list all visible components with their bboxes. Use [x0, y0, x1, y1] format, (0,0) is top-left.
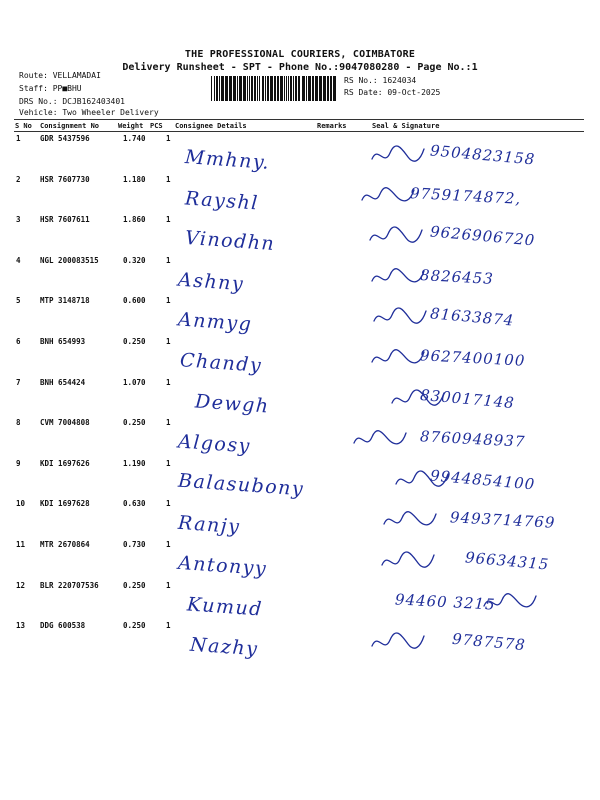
- handwritten-consignee-name: Balasubony: [177, 469, 305, 501]
- signature-scribble: [480, 588, 540, 616]
- weight-value: 0.250: [123, 337, 146, 346]
- handwritten-phone-number: 9493714769: [449, 508, 556, 533]
- consignment-number: DDG 600538: [40, 621, 86, 631]
- handwritten-consignee-name: Anmyg: [177, 308, 254, 336]
- handwritten-phone-number: 9504823158: [429, 141, 537, 169]
- handwritten-phone-number: 81633874: [429, 304, 515, 331]
- serial-number: 8: [16, 418, 21, 428]
- consignment-number: NGL 200083515: [40, 255, 99, 265]
- vehicle-field: Vehicle: Two Wheeler Delivery: [19, 108, 159, 117]
- table-row: [0, 620, 600, 661]
- consignment-number: GDR 5437596: [40, 134, 90, 143]
- consignment-number: CVM 7004808: [40, 418, 90, 428]
- pcs-value: 1: [166, 540, 171, 549]
- signature-scribble: [350, 425, 410, 453]
- staff-field: Staff: PP■BHU: [19, 84, 82, 93]
- consignment-number: MTP 3148718: [40, 296, 90, 306]
- handwritten-consignee-name: Chandy: [179, 349, 263, 377]
- weight-value: 0.730: [123, 540, 146, 549]
- weight-value: 1.180: [123, 174, 146, 184]
- col-header-seal: Seal & Signature: [372, 122, 440, 130]
- weight-value: 0.250: [123, 580, 146, 590]
- serial-number: 2: [16, 174, 21, 184]
- col-header-remarks: Remarks: [317, 122, 347, 130]
- signature-scribble: [366, 222, 426, 250]
- col-header-consignment: Consignment No: [40, 122, 100, 130]
- table-row: [0, 133, 600, 174]
- consignment-number: KDI 1697626: [40, 458, 90, 468]
- signature-scribble: [358, 182, 418, 210]
- serial-number: 4: [16, 255, 21, 265]
- consignment-number: KDI 1697628: [40, 499, 90, 509]
- document-title: THE PROFESSIONAL COURIERS, COIMBATORE: [184, 49, 416, 60]
- serial-number: 5: [16, 296, 21, 306]
- handwritten-phone-number: 9627400100: [419, 346, 526, 370]
- table-row: [0, 174, 600, 215]
- table-row: [0, 498, 600, 539]
- handwritten-consignee-name: Ranjy: [177, 512, 242, 539]
- handwritten-phone-number: 830017148: [419, 385, 516, 412]
- signature-scribble: [368, 141, 428, 169]
- serial-number: 10: [16, 499, 26, 509]
- weight-value: 0.250: [123, 621, 146, 631]
- serial-number: 11: [16, 540, 26, 549]
- pcs-value: 1: [166, 255, 171, 265]
- table-row: [0, 377, 600, 418]
- handwritten-consignee-name: Kumud: [186, 592, 264, 621]
- handwritten-consignee-name: Mmhny.: [184, 146, 271, 174]
- handwritten-consignee-name: Rayshl: [184, 187, 260, 215]
- drs-field: DRS No.: DCJB162403401: [19, 97, 125, 106]
- serial-number: 6: [16, 337, 21, 346]
- signature-scribble: [368, 344, 428, 372]
- weight-value: 1.190: [123, 458, 146, 468]
- pcs-value: 1: [166, 296, 171, 306]
- pcs-value: 1: [166, 499, 171, 509]
- weight-value: 0.250: [123, 418, 146, 428]
- route-field: Route: VELLAMADAI: [19, 71, 101, 80]
- serial-number: 12: [16, 580, 26, 590]
- signature-scribble: [392, 466, 452, 494]
- table-row: [0, 458, 600, 499]
- signature-scribble: [368, 628, 428, 656]
- handwritten-phone-number: 9944854100: [429, 466, 537, 494]
- handwritten-consignee-name: Ashny: [177, 268, 245, 296]
- weight-value: 1.860: [123, 215, 146, 225]
- handwritten-phone-number: 9759174872,: [409, 183, 522, 208]
- consignment-number: BNH 654424: [40, 377, 86, 387]
- handwritten-consignee-name: Algosy: [177, 430, 252, 458]
- col-header-weight: Weight: [118, 122, 144, 130]
- handwritten-phone-number: 8826453: [419, 265, 495, 288]
- signature-scribble: [368, 263, 428, 291]
- pcs-value: 1: [166, 174, 171, 184]
- handwritten-phone-number: 94460 3215: [394, 589, 497, 614]
- weight-value: 1.070: [123, 377, 146, 387]
- weight-value: 0.320: [123, 255, 146, 265]
- header-bottom-rule: [14, 131, 584, 132]
- rs-number: RS No.: 1624034: [344, 76, 417, 85]
- handwritten-consignee-name: Vinodhn: [184, 227, 276, 256]
- serial-number: 3: [16, 215, 21, 225]
- consignment-number: HSR 7607730: [40, 174, 90, 184]
- pcs-value: 1: [166, 377, 171, 387]
- signature-scribble: [370, 303, 430, 331]
- handwritten-phone-number: 8760948937: [419, 427, 526, 451]
- handwritten-consignee-name: Nazhy: [189, 633, 260, 661]
- weight-value: 0.630: [123, 499, 146, 509]
- pcs-value: 1: [166, 215, 171, 225]
- rs-date: RS Date: 09-Oct-2025: [344, 88, 441, 97]
- signature-scribble: [388, 385, 448, 413]
- pcs-value: 1: [166, 621, 171, 631]
- table-row: [0, 580, 600, 621]
- consignment-number: HSR 7607611: [40, 215, 90, 225]
- handwritten-phone-number: 9787578: [451, 630, 527, 655]
- pcs-value: 1: [166, 418, 171, 428]
- col-header-sno: S No: [15, 122, 32, 130]
- handwritten-consignee-name: Dewgh: [194, 390, 271, 418]
- consignment-number: MTR 2670864: [40, 540, 90, 549]
- table-row: [0, 336, 600, 377]
- table-row: [0, 539, 600, 580]
- weight-value: 0.600: [123, 296, 146, 306]
- table-row: [0, 295, 600, 336]
- col-header-pcs: PCS: [150, 122, 163, 130]
- pcs-value: 1: [166, 458, 171, 468]
- serial-number: 13: [16, 621, 26, 631]
- serial-number: 9: [16, 458, 21, 468]
- header-top-rule: [14, 119, 584, 120]
- consignment-number: BLR 220707536: [40, 580, 99, 590]
- signature-scribble: [380, 506, 440, 534]
- consignment-number: BNH 654993: [40, 337, 86, 346]
- barcode: [211, 76, 339, 101]
- handwritten-consignee-name: Antonyy: [177, 551, 268, 581]
- pcs-value: 1: [166, 580, 171, 590]
- document-subtitle: Delivery Runsheet - SPT - Phone No.:9047080280 - Page No.:1: [122, 62, 478, 73]
- signature-scribble: [378, 547, 438, 575]
- pcs-value: 1: [166, 337, 171, 346]
- table-row: [0, 417, 600, 458]
- table-row: [0, 214, 600, 255]
- serial-number: 1: [16, 134, 21, 143]
- table-row: [0, 255, 600, 296]
- col-header-consignee: Consignee Details: [175, 122, 247, 130]
- handwritten-phone-number: 9626906720: [429, 222, 537, 250]
- serial-number: 7: [16, 377, 21, 387]
- pcs-value: 1: [166, 134, 171, 143]
- handwritten-phone-number: 96634315: [464, 548, 550, 574]
- weight-value: 1.740: [123, 134, 146, 143]
